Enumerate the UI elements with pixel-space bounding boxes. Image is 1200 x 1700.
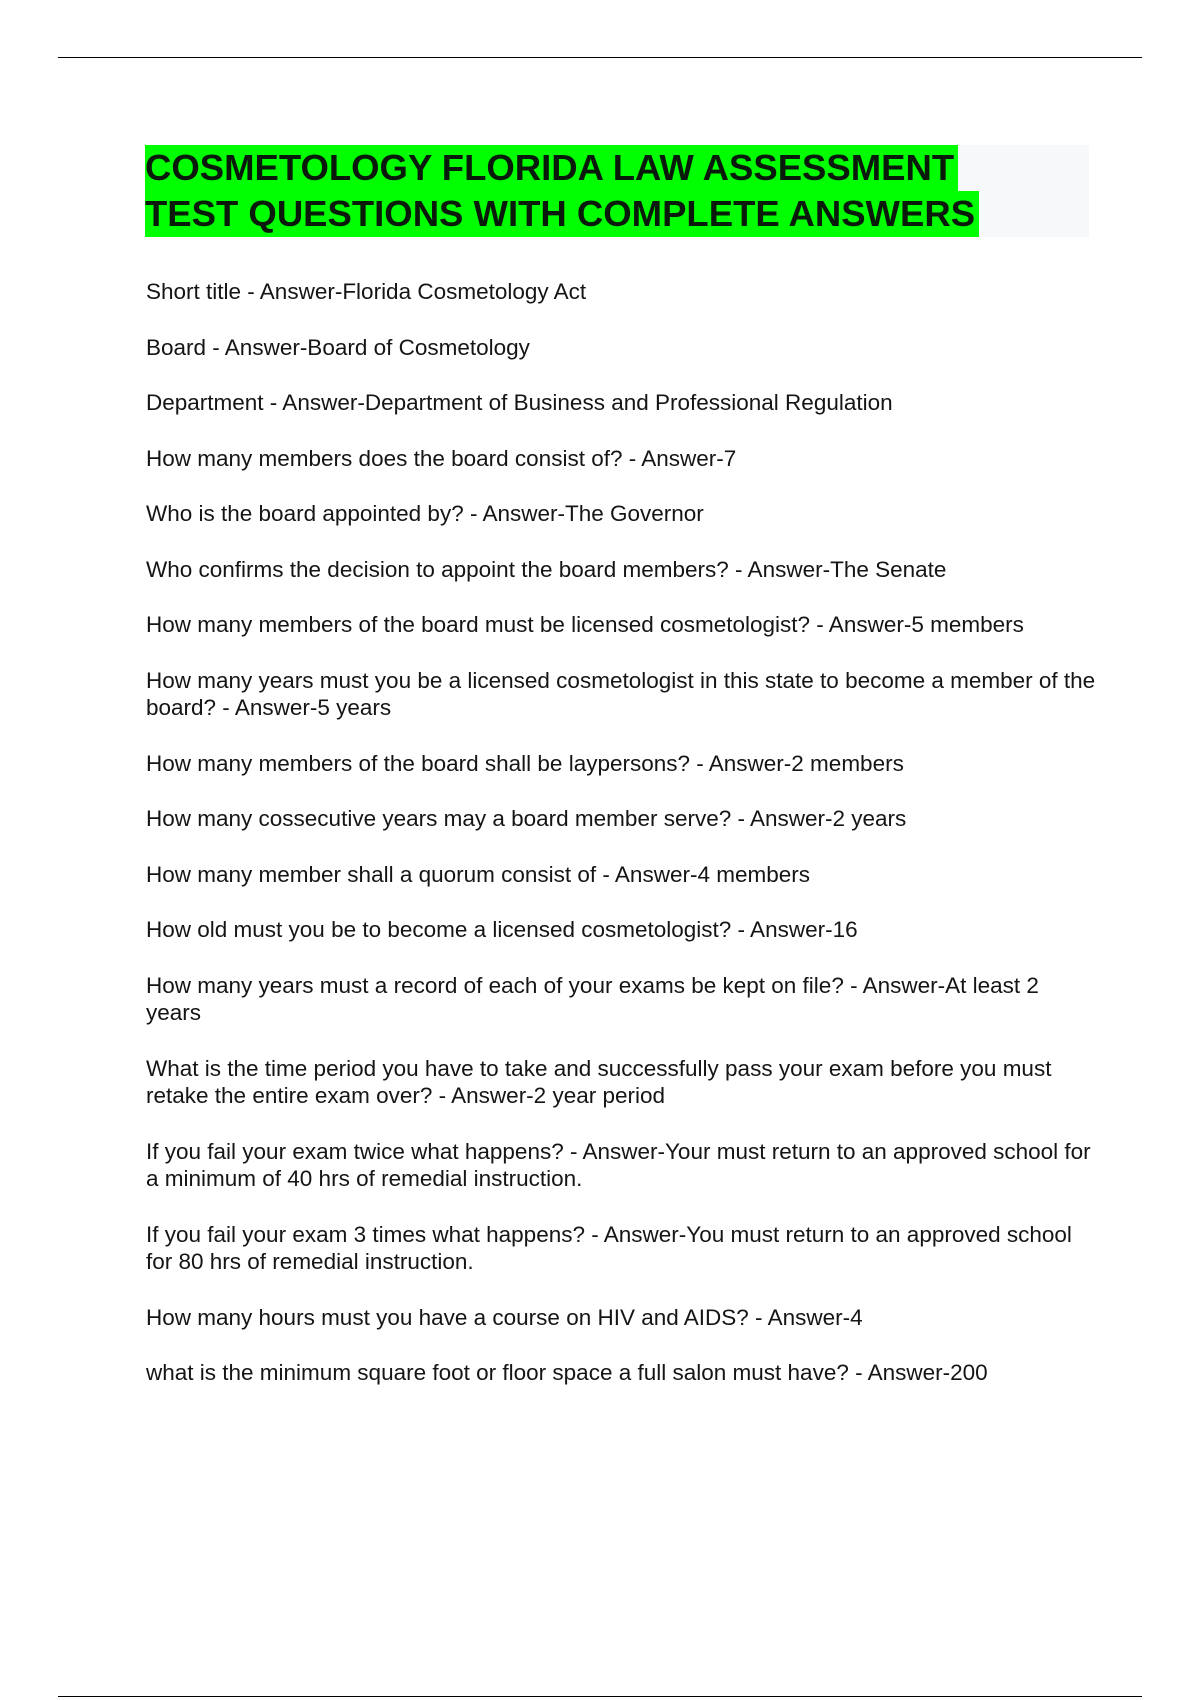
qa-item-exam-records: How many years must a record of each of your exams be kept on file? - Answer-At least 2 years bbox=[146, 972, 1039, 1025]
qa-item-consecutive-years: How many cossecutive years may a board member serve? - Answer-2 years bbox=[146, 806, 907, 831]
qa-item-fail-three-times: If you fail your exam 3 times what happens? - Answer-You must return to an approved school for 80 hrs of remedial instruction. bbox=[146, 1221, 1072, 1274]
header-rule bbox=[58, 57, 1142, 58]
qa-item-board: Board - Answer-Board of Cosmetology bbox=[146, 334, 530, 360]
qa-item-minimum-age: How old must you be to become a licensed cosmetologist? - Answer-16 bbox=[146, 917, 858, 942]
qa-list bbox=[146, 278, 1096, 1415]
title-line-2: TEST QUESTIONS WITH COMPLETE ANSWERS bbox=[145, 191, 979, 237]
qa-item-salon-floor-space: what is the minimum square foot or floor space a full salon must have? - Answer-200 bbox=[146, 1360, 988, 1385]
qa-item-appointed-by: Who is the board appointed by? - Answer-The Governor bbox=[146, 501, 704, 526]
qa-item-short-title: Short title - Answer-Florida Cosmetology Act bbox=[146, 279, 587, 304]
qa-item-department: Department - Answer-Department of Business and Professional Regulation bbox=[146, 390, 893, 415]
qa-item-years-licensed: How many years must you be a licensed cosmetologist in this state to become a member of the board? - Answer-5 years bbox=[146, 667, 1096, 720]
qa-item-laypersons: How many members of the board shall be laypersons? - Answer-2 members bbox=[146, 750, 904, 776]
qa-item-fail-twice: If you fail your exam twice what happens? - Answer-Your must return to an approved school for a minimum of 40 hrs of remedial instruction. bbox=[146, 1138, 1091, 1191]
footer-rule bbox=[58, 1696, 1142, 1697]
qa-item-hiv-aids-hours: How many hours must you have a course on HIV and AIDS? - Answer-4 bbox=[146, 1304, 863, 1330]
qa-item-confirms: Who confirms the decision to appoint the board members? - Answer-The Senate bbox=[146, 556, 947, 582]
qa-item-quorum: How many member shall a quorum consist of - Answer-4 members bbox=[146, 861, 810, 887]
qa-item-licensed-members: How many members of the board must be licensed cosmetologist? - Answer-5 members bbox=[146, 612, 1024, 637]
qa-item-board-members: How many members does the board consist of? - Answer-7 bbox=[146, 445, 737, 471]
document-title bbox=[145, 145, 1089, 237]
qa-item-exam-period: What is the time period you have to take and successfully pass your exam before you must retake the entire exam over? - Answer-2 year period bbox=[146, 1055, 1052, 1108]
title-line-1: COSMETOLOGY FLORIDA LAW ASSESSMENT bbox=[145, 145, 958, 191]
